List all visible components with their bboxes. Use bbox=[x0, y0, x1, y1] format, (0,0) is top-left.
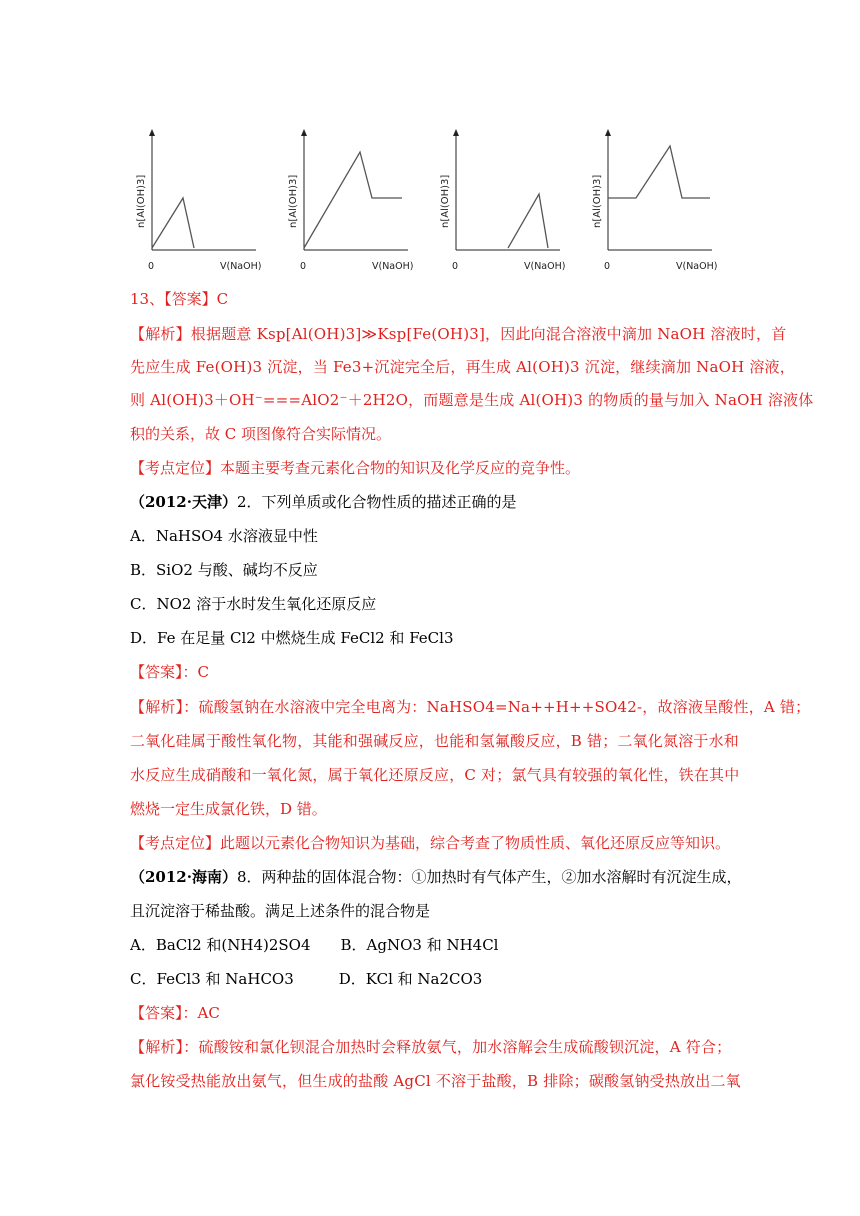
q2-option-b: B．SiO2 与酸、碱均不反应 bbox=[130, 561, 318, 579]
q8-analysis-line-1: 【解析】：硫酸铵和氯化钡混合加热时会释放氨气，加水溶解会生成硫酸钡沉淀，A 符合； bbox=[130, 1038, 732, 1056]
chart-a bbox=[126, 128, 276, 278]
y-axis-label: n[Al(OH)3] bbox=[440, 174, 451, 228]
origin-label: 0 bbox=[452, 261, 459, 272]
chart-d-plot bbox=[582, 128, 732, 278]
q2-stem bbox=[130, 491, 517, 513]
q8-source: （2012·海南） bbox=[130, 868, 237, 886]
q13-answer: 13、【答案】C bbox=[130, 290, 229, 308]
y-axis-arrow bbox=[149, 129, 155, 136]
q13-analysis-line-4: 积的关系，故 C 项图像符合实际情况。 bbox=[130, 425, 392, 443]
origin-label: 0 bbox=[604, 261, 611, 272]
series-line bbox=[508, 194, 548, 248]
q8-answer: 【答案】：AC bbox=[130, 1004, 220, 1022]
q2-analysis-line-1: 【解析】：硫酸氢钠在水溶液中完全电离为：NaHSO4=Na++H++SO42-，故溶液呈酸性，A 错； bbox=[130, 698, 811, 716]
chart-c-plot bbox=[430, 128, 580, 278]
series-line bbox=[304, 152, 402, 248]
q2-analysis-line-3: 水反应生成硝酸和一氧化氮，属于氧化还原反应，C 对；氯气具有较强的氧化性，铁在其中 bbox=[130, 766, 740, 784]
x-axis-label: V(NaOH) bbox=[372, 261, 414, 272]
q8-options-cd: C．FeCl3 和 NaHCO3 D．KCl 和 Na2CO3 bbox=[130, 970, 483, 988]
chart-b-plot bbox=[278, 128, 428, 278]
y-axis-arrow bbox=[605, 129, 611, 136]
origin-label: 0 bbox=[300, 261, 307, 272]
q2-answer: 【答案】：C bbox=[130, 663, 209, 681]
q2-analysis-line-4: 燃烧一定生成氯化铁，D 错。 bbox=[130, 800, 327, 818]
q2-stem-text: 2．下列单质或化合物性质的描述正确的是 bbox=[236, 493, 517, 511]
answer-choice-charts bbox=[126, 128, 736, 278]
origin-label: 0 bbox=[148, 261, 155, 272]
chart-c bbox=[430, 128, 580, 278]
q8-options-ab: A．BaCl2 和(NH4)2SO4 B．AgNO3 和 NH4Cl bbox=[130, 936, 499, 954]
q2-source: （2012·天津） bbox=[130, 493, 237, 511]
q13-analysis-line-2: 先应生成 Fe(OH)3 沉淀，当 Fe3+沉淀完全后，再生成 Al(OH)3 沉淀，继续滴加 NaOH 溶液， bbox=[130, 358, 795, 376]
y-axis-label: n[Al(OH)3] bbox=[288, 174, 299, 228]
q8-stem-line-2: 且沉淀溶于稀盐酸。满足上述条件的混合物是 bbox=[130, 902, 431, 920]
q8-stem-line-1 bbox=[130, 866, 742, 888]
q13-exam-point: 【考点定位】本题主要考查元素化合物的知识及化学反应的竞争性。 bbox=[130, 459, 581, 477]
chart-d bbox=[582, 128, 732, 278]
q2-option-d: D．Fe 在足量 Cl2 中燃烧生成 FeCl2 和 FeCl3 bbox=[130, 629, 454, 647]
chart-a-plot bbox=[126, 128, 276, 278]
q8-analysis-line-2: 氯化铵受热能放出氨气，但生成的盐酸 AgCl 不溶于盐酸，B 排除；碳酸氢钠受热放出二氧 bbox=[130, 1072, 741, 1090]
chart-b bbox=[278, 128, 428, 278]
q13-analysis-line-3: 则 Al(OH)3＋OH⁻===AlO2⁻＋2H2O，而题意是生成 Al(OH)3 的物质的量与加入 NaOH 溶液体 bbox=[130, 391, 814, 409]
y-axis-arrow bbox=[453, 129, 459, 136]
y-axis-label: n[Al(OH)3] bbox=[592, 174, 603, 228]
q8-stem-text: 8．两种盐的固体混合物：①加热时有气体产生，②加水溶解时有沉淀生成， bbox=[236, 868, 742, 886]
q2-exam-point: 【考点定位】此题以元素化合物知识为基础，综合考查了物质性质、氧化还原反应等知识。 bbox=[130, 834, 731, 852]
series-line bbox=[608, 146, 710, 198]
x-axis-label: V(NaOH) bbox=[524, 261, 566, 272]
q2-option-c: C．NO2 溶于水时发生氧化还原反应 bbox=[130, 595, 377, 613]
y-axis-arrow bbox=[301, 129, 307, 136]
q2-option-a: A．NaHSO4 水溶液显中性 bbox=[130, 527, 318, 545]
y-axis-label: n[Al(OH)3] bbox=[136, 174, 147, 228]
q2-analysis-line-2: 二氧化硅属于酸性氧化物，其能和强碱反应，也能和氢氟酸反应，B 错；二氧化氮溶于水和 bbox=[130, 732, 739, 750]
q13-analysis-line-1: 【解析】根据题意 Ksp[Al(OH)3]≫Ksp[Fe(OH)3]，因此向混合溶液中滴加 NaOH 溶液时，首 bbox=[130, 325, 787, 343]
x-axis-label: V(NaOH) bbox=[676, 261, 718, 272]
series-line bbox=[152, 198, 194, 248]
x-axis-label: V(NaOH) bbox=[220, 261, 262, 272]
